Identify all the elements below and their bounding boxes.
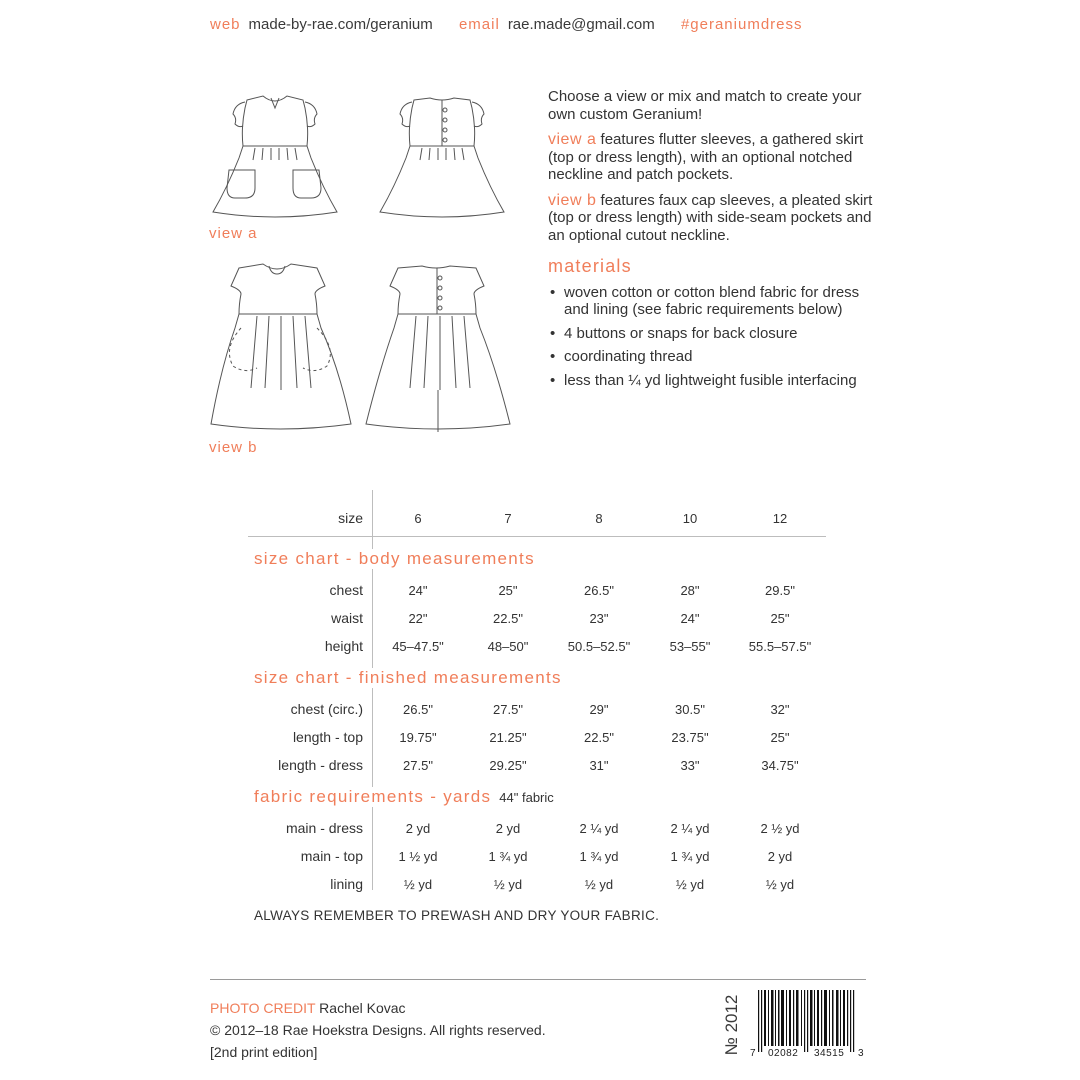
table-cell: 2 yd — [405, 821, 431, 836]
body-row-label: chest — [329, 582, 363, 598]
photo-credit-label: PHOTO CREDIT — [210, 1000, 316, 1016]
materials-item: • coordinating thread — [548, 348, 878, 366]
size-header-cell: 8 — [595, 511, 603, 526]
view-b-text: features faux cap sleeves, a pleated skirt (top or dress length) with side-seam pockets and an optional cutout neckline. — [548, 191, 873, 244]
body-measurements-heading: size chart - body measurements — [254, 549, 539, 569]
table-cell: 1 ¾ yd — [488, 849, 528, 864]
table-cell: 22.5" — [493, 611, 523, 626]
email-link[interactable]: rae.made@gmail.com — [507, 16, 655, 33]
fabric-row-label: lining — [330, 876, 363, 892]
table-cell: 30.5" — [675, 702, 705, 717]
view-a-inline-label: view a — [548, 131, 597, 148]
fabric-width-note: 44" fabric — [499, 790, 554, 805]
view-b-description — [548, 192, 878, 245]
description-panel — [548, 88, 878, 395]
barcode — [750, 990, 868, 1062]
table-cell: 25" — [498, 583, 518, 598]
table-cell: 25" — [770, 611, 790, 626]
size-header-cell: 7 — [504, 511, 512, 526]
header-contact-bar — [210, 16, 890, 33]
materials-item: • 4 buttons or snaps for back closure — [548, 325, 878, 343]
table-cell: 26.5" — [584, 583, 614, 598]
size-header-cell: 6 — [414, 511, 422, 526]
view-a-label: view a — [209, 225, 258, 242]
table-cell: 34.75" — [761, 758, 799, 773]
pattern-number — [713, 990, 753, 1060]
footer-credits — [210, 997, 546, 1063]
table-cell: 29" — [589, 702, 609, 717]
table-cell: 50.5–52.5" — [567, 639, 631, 654]
table-cell: 31" — [589, 758, 609, 773]
table-cell: 29.5" — [765, 583, 795, 598]
finished-row-label: length - top — [292, 729, 363, 745]
table-cell: 21.25" — [489, 730, 527, 745]
finished-row-label: chest (circ.) — [290, 701, 363, 717]
web-link[interactable]: made-by-rae.com/geranium — [248, 16, 433, 33]
barcode-digit-left: 7 — [750, 1048, 756, 1059]
view-b-label: view b — [209, 439, 258, 456]
table-cell: 27.5" — [493, 702, 523, 717]
intro-text: Choose a view or mix and match to create your own custom Geranium! — [548, 88, 862, 123]
table-cell: 26.5" — [403, 702, 433, 717]
table-cell: 55.5–57.5" — [748, 639, 812, 654]
view-b-inline-label: view b — [548, 191, 597, 209]
table-cell: 2 yd — [495, 821, 521, 836]
view-a-back-drawing — [372, 88, 512, 223]
table-cell: 1 ¾ yd — [579, 849, 619, 864]
materials-item: • less than ¼ yd lightweight fusible interfacing — [548, 372, 878, 390]
size-header-cell: 10 — [682, 511, 698, 526]
table-cell: 2 yd — [767, 849, 793, 864]
view-b-back-drawing — [360, 258, 515, 438]
fabric-row-label: main - dress — [285, 820, 363, 836]
table-cell: 28" — [680, 583, 700, 598]
view-b-front-drawing — [205, 258, 355, 438]
fabric-requirements-heading — [254, 787, 558, 807]
materials-heading: materials — [548, 256, 632, 276]
barcode-digit-right: 3 — [858, 1048, 864, 1059]
barcode-digits-group1: 02082 — [768, 1048, 799, 1059]
finished-row-label: length - dress — [278, 757, 363, 773]
hashtag: #geraniumdress — [680, 16, 803, 33]
table-cell: 33" — [680, 758, 700, 773]
size-header-cell: 12 — [772, 511, 788, 526]
table-cell: 24" — [408, 583, 428, 598]
copyright: © 2012–18 Rae Hoekstra Designs. All rights reserved. — [210, 1022, 546, 1038]
edition: [2nd print edition] — [210, 1044, 318, 1060]
table-cell: 1 ¾ yd — [670, 849, 710, 864]
body-row-label: height — [324, 638, 363, 654]
table-cell: 1 ½ yd — [398, 849, 438, 864]
footer-divider — [210, 979, 866, 980]
materials-item: • woven cotton or cotton blend fabric for dress and lining (see fabric requirements below) — [548, 284, 878, 319]
photo-credit — [210, 997, 546, 1019]
photo-credit-name: Rachel Kovac — [315, 1000, 406, 1016]
email-label: email — [458, 16, 500, 33]
fabric-row-label: main - top — [300, 848, 363, 864]
materials-list — [548, 284, 878, 390]
table-cell: ½ yd — [765, 877, 795, 892]
table-cell: 29.25" — [489, 758, 527, 773]
view-a-text: features flutter sleeves, a gathered skirt (top or dress length), with an optional notched neckline and patch pockets. — [548, 131, 864, 183]
table-cell: 24" — [680, 611, 700, 626]
table-cell: 23.75" — [671, 730, 709, 745]
view-a-front-drawing — [205, 88, 345, 223]
body-row-label: waist — [331, 610, 363, 626]
size-header-label: size — [338, 510, 363, 526]
table-cell: ½ yd — [493, 877, 523, 892]
table-cell: ½ yd — [403, 877, 433, 892]
web-label: web — [210, 16, 241, 33]
table-cell: 53–55" — [669, 639, 711, 654]
table-cell: 27.5" — [403, 758, 433, 773]
view-a-description — [548, 131, 878, 184]
prewash-note: ALWAYS REMEMBER TO PREWASH AND DRY YOUR FABRIC. — [254, 908, 660, 923]
table-cell: 2 ¼ yd — [670, 821, 710, 836]
table-cell: 48–50" — [487, 639, 529, 654]
table-cell: 25" — [770, 730, 790, 745]
table-cell: 45–47.5" — [392, 639, 444, 654]
barcode-digits-group2: 34515 — [814, 1048, 845, 1059]
fabric-requirements-title: fabric requirements - yards — [254, 787, 492, 806]
table-cell: 32" — [770, 702, 790, 717]
table-cell: 22" — [408, 611, 428, 626]
table-cell: 22.5" — [584, 730, 614, 745]
table-cell: 19.75" — [399, 730, 437, 745]
table-header-rule — [248, 536, 826, 537]
table-cell: 2 ¼ yd — [579, 821, 619, 836]
table-cell: 2 ½ yd — [760, 821, 800, 836]
table-cell: ½ yd — [675, 877, 705, 892]
pattern-number-text: № 2012 — [722, 994, 741, 1056]
table-cell: ½ yd — [584, 877, 614, 892]
table-cell: 23" — [589, 611, 609, 626]
finished-measurements-heading: size chart - finished measurements — [254, 668, 566, 688]
